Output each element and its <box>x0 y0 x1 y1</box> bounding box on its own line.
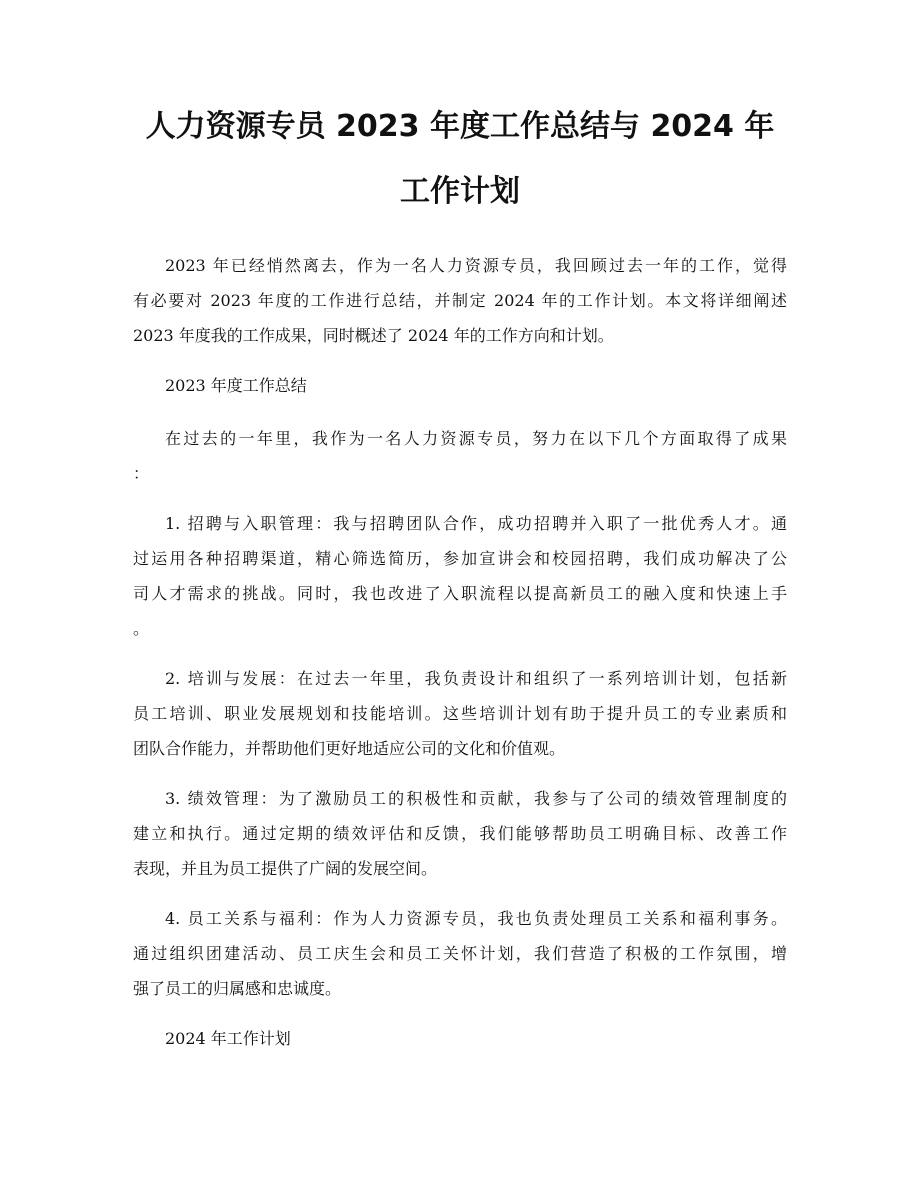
paragraph-line: 在过去的一年里，我作为一名人力资源专员，努力在以下几个方面取得了成果 <box>165 429 787 448</box>
section-heading-summary: 2023 年度工作总结 <box>165 376 307 395</box>
paragraph-line: 员工培训、职业发展规划和技能培训。这些培训计划有助于提升员工的专业素质和 <box>133 704 787 723</box>
paragraph-line: 。 <box>133 619 150 638</box>
paragraph-line: 过运用各种招聘渠道，精心筛选简历，参加宣讲会和校园招聘，我们成功解决了公 <box>133 549 787 568</box>
paragraph-line: 有必要对 2023 年度的工作进行总结，并制定 2024 年的工作计划。本文将详细阐述 <box>133 291 787 310</box>
paragraph-line: 表现，并且为员工提供了广阔的发展空间。 <box>133 859 438 878</box>
paragraph-line: 4. 员工关系与福利：作为人力资源专员，我也负责处理员工关系和福利事务。 <box>165 909 787 928</box>
section-heading-plan: 2024 年工作计划 <box>165 1029 291 1048</box>
paragraph-line: 2. 培训与发展：在过去一年里，我负责设计和组织了一系列培训计划，包括新 <box>165 669 787 688</box>
paragraph-line: 1. 招聘与入职管理：我与招聘团队合作，成功招聘并入职了一批优秀人才。通 <box>165 514 787 533</box>
paragraph-line: 3. 绩效管理：为了激励员工的积极性和贡献，我参与了公司的绩效管理制度的 <box>165 789 787 808</box>
document-title-line-2: 工作计划 <box>400 174 520 209</box>
paragraph-line: 2023 年已经悄然离去，作为一名人力资源专员，我回顾过去一年的工作，觉得 <box>165 256 787 275</box>
paragraph-line: 团队合作能力，并帮助他们更好地适应公司的文化和价值观。 <box>133 739 566 758</box>
document-title-line-1: 人力资源专员 2023 年度工作总结与 2024 年 <box>145 109 775 144</box>
paragraph-line: 2023 年度我的工作成果，同时概述了 2024 年的工作方向和计划。 <box>133 326 614 345</box>
paragraph-line: 通过组织团建活动、员工庆生会和员工关怀计划，我们营造了积极的工作氛围，增 <box>133 944 787 963</box>
paragraph-line: 司人才需求的挑战。同时，我也改进了入职流程以提高新员工的融入度和快速上手 <box>133 584 787 603</box>
paragraph-line: ： <box>133 464 150 483</box>
paragraph-line: 建立和执行。通过定期的绩效评估和反馈，我们能够帮助员工明确目标、改善工作 <box>133 824 787 843</box>
paragraph-line: 强了员工的归属感和忠诚度。 <box>133 979 342 998</box>
